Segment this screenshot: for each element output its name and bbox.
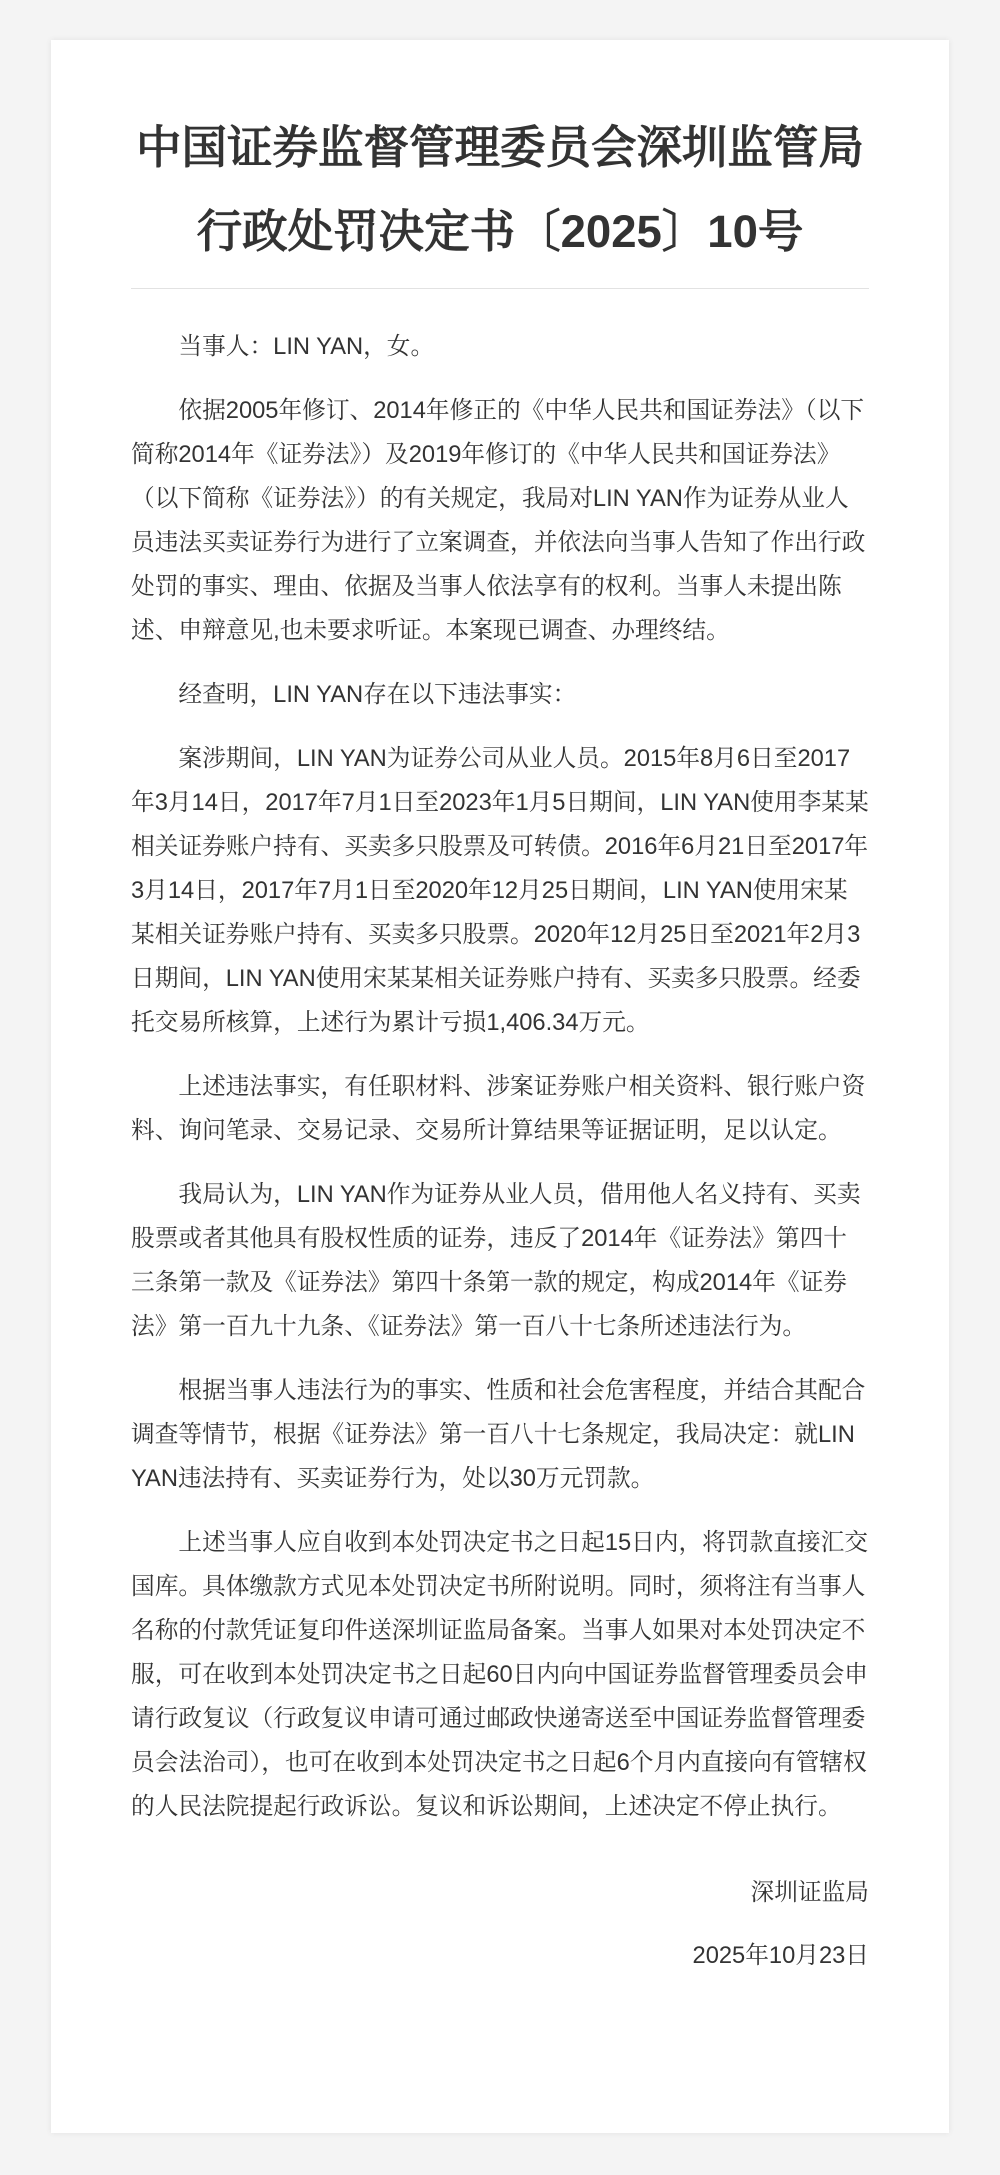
document-body (131, 289, 869, 1978)
paragraph-violation: 我局认为，LIN YAN作为证券从业人员，借用他人名义持有、买卖股票或者其他具有股权性质的证券，违反了2014年《证券法》第四十三条第一款及《证券法》第四十条第一款的规定，构成2014年《证券法》第一百九十九条、《证券法》第一百八十七条所述违法行为。 (131, 1182, 861, 1340)
paragraph-evidence: 上述违法事实，有任职材料、涉案证券账户相关资料、银行账户资料、询问笔录、交易记录、交易所计算结果等证据证明，足以认定。 (131, 1074, 866, 1144)
title-line-decision-number: 行政处罚决定书〔2025〕10号 (196, 206, 804, 257)
signature-date: 2025年10月23日 (692, 1943, 869, 1969)
paragraph-penalty: 根据当事人违法行为的事实、性质和社会危害程度，并结合其配合调查等情节，根据《证券法》第一百八十七条规定，我局决定：就LIN YAN违法持有、买卖证券行为，处以30万元罚款。 (131, 1378, 866, 1492)
paragraph-findings-intro: 经查明，LIN YAN存在以下违法事实： (178, 682, 577, 708)
document-title (131, 106, 869, 289)
document-card (51, 40, 949, 2133)
signature-organization: 深圳证监局 (750, 1880, 869, 1906)
paragraph-payment-and-appeal: 上述当事人应自收到本处罚决定书之日起15日内，将罚款直接汇交国库。具体缴款方式见本处罚决定书所附说明。同时，须将注有当事人名称的付款凭证复印件送深圳证监局备案。当事人如果对本处罚决定不服，可在收到本处罚决定书之日起60日内向中国证券监督管理委员会申请行政复议（行政复议申请可通过邮政快递寄送至中国证券监督管理委员会法治司），也可在收到本处罚决定书之日起6个月内直接向有管辖权的人民法院提起行政诉讼。复议和诉讼期间，上述决定不停止执行。 (131, 1530, 868, 1820)
paragraph-facts: 案涉期间，LIN YAN为证券公司从业人员。2015年8月6日至2017年3月14日，2017年7月1日至2023年1月5日期间，LIN YAN使用李某某相关证券账户持有、买卖多只股票及可转债。2016年6月21日至2017年3月14日，2017年7月1日至2020年12月25日期间，LIN YAN使用宋某某相关证券账户持有、买卖多只股票。2020年12月25日至2021年2月3日期间，LIN YAN使用宋某某相关证券账户持有、买卖多只股票。经委托交易所核算，上述行为累计亏损1,406.34万元。 (131, 746, 869, 1036)
title-line-agency: 中国证券监督管理委员会深圳监管局 (135, 122, 864, 173)
paragraph-legal-basis: 依据2005年修订、2014年修正的《中华人民共和国证券法》（以下简称2014年《证券法》）及2019年修订的《中华人民共和国证券法》（以下简称《证券法》）的有关规定，我局对LIN YAN作为证券从业人员违法买卖证券行为进行了立案调查，并依法向当事人告知了作出行政处罚的事实、理由、依据及当事人依法享有的权利。当事人未提出陈述、申辩意见,也未要求听证。本案现已调查、办理终结。 (131, 398, 866, 644)
paragraph-party: 当事人：LIN YAN，女。 (178, 334, 435, 360)
